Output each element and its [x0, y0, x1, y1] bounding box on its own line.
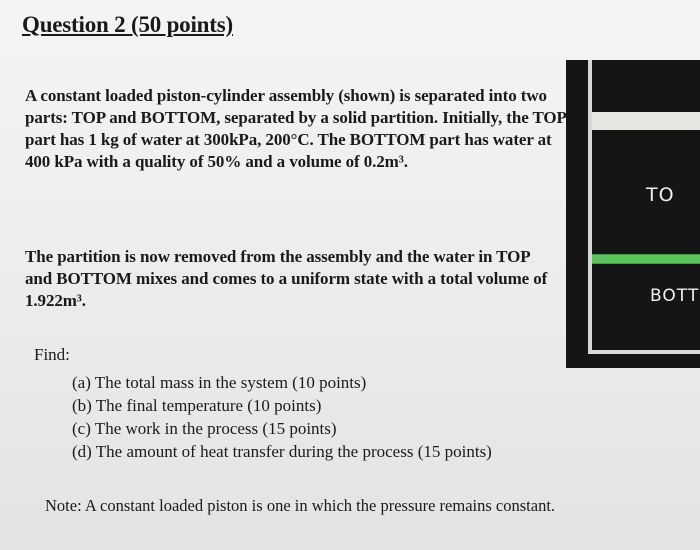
problem-paragraph-1: A constant loaded piston-cylinder assembly (shown) is separated into two parts: TOP and BOTTOM, separated by a solid partition. Initially, the TOP part has 1 kg of water at 300kPa, 200°C. The BOTTOM part has water at 400 kPa with a quality of 50% and a volume of 0.2m³. [25, 86, 566, 171]
note-text: Note: A constant loaded piston is one in which the pressure remains constant. [45, 496, 556, 515]
partition [592, 254, 700, 264]
find-item-b: (b) The final temperature (10 points) [72, 396, 322, 415]
find-item-d: (d) The amount of heat transfer during the process (15 points) [72, 442, 492, 461]
piston-cylinder-figure [566, 60, 700, 368]
question-title: Question 2 (50 points) [22, 12, 233, 37]
piston [592, 112, 700, 130]
top-part-label: TO [646, 184, 675, 206]
find-item-a: (a) The total mass in the system (10 points) [72, 373, 367, 392]
problem-paragraph-2: The partition is now removed from the assembly and the water in TOP and BOTTOM mixes and comes to a uniform state with a total volume of 1.922m³. [25, 247, 548, 310]
bottom-part-label: BOTT [650, 286, 700, 306]
find-list [72, 371, 492, 463]
find-item-c: (c) The work in the process (15 points) [72, 419, 337, 438]
cylinder-left-wall [588, 60, 592, 354]
cylinder-bottom-wall [588, 350, 700, 354]
find-label: Find: [34, 345, 70, 364]
